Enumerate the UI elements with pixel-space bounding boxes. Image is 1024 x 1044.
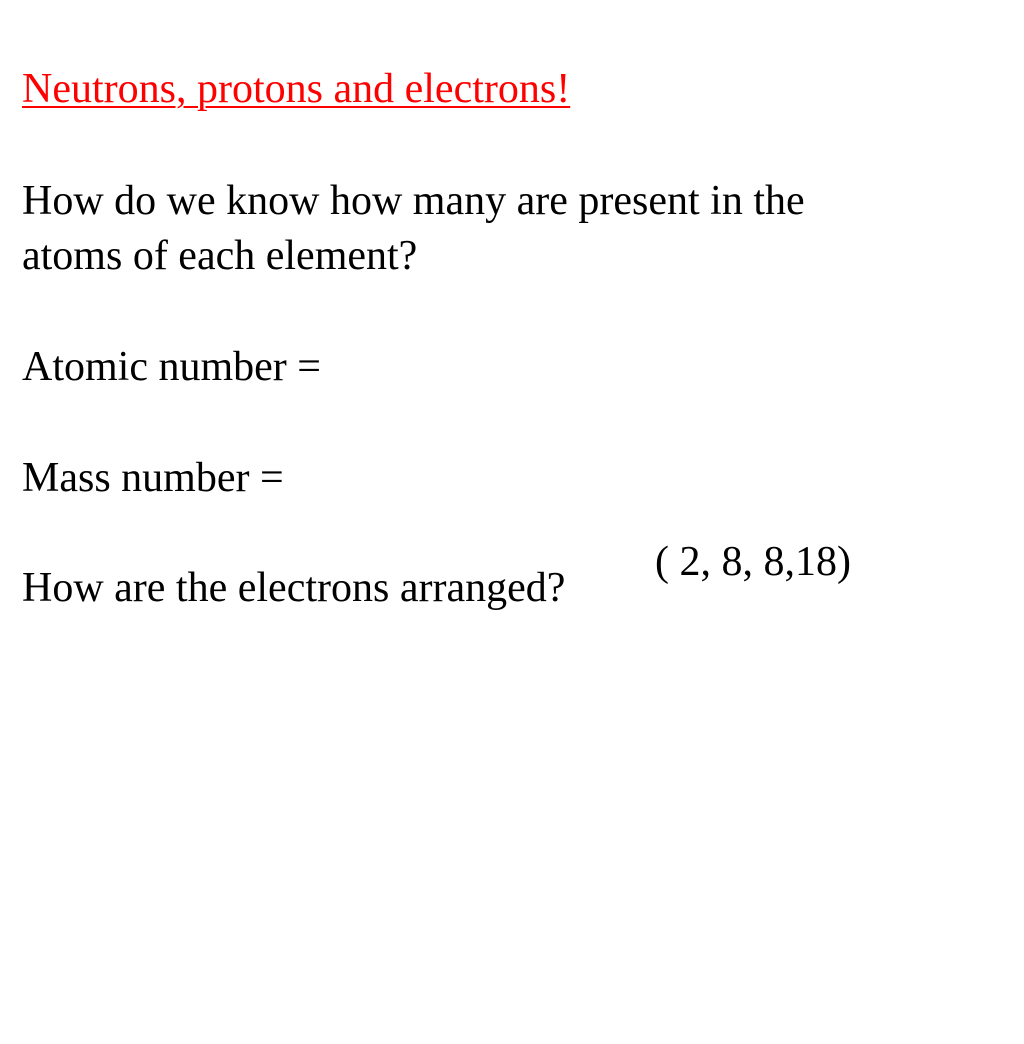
atomic-number-label: Atomic number = [22,344,321,390]
question-line-1: How do we know how many are present in the [22,178,805,224]
slide-title: Neutrons, protons and electrons! [22,66,571,112]
electron-arrangement-question: How are the electrons arranged? [22,565,566,611]
mass-number-label: Mass number = [22,455,284,501]
electron-shell-config: ( 2, 8, 8,18) [655,539,851,585]
question-line-2: atoms of each element? [22,233,418,279]
